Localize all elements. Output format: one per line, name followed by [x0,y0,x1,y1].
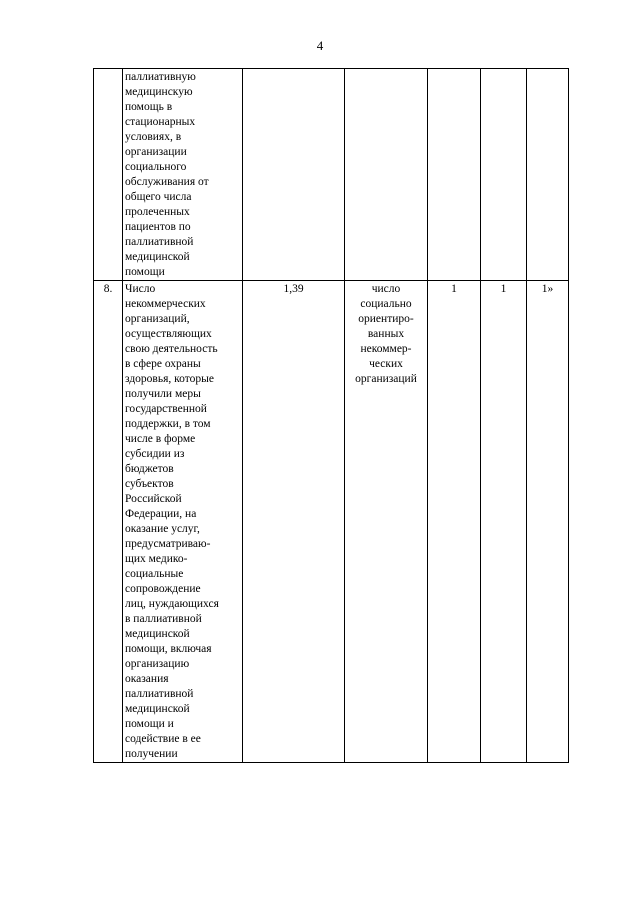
indicator-name-line: организацию [125,658,190,670]
indicator-name-line: общего числа [125,191,192,203]
table-row [94,69,569,281]
indicator-name-line: оказания [125,673,169,685]
indicator-name-line: содействие в ее [125,733,201,745]
indicator-name-line: Число [125,283,156,295]
indicator-name-line: паллиативную [125,71,196,83]
year-value-cell [428,69,481,281]
baseline-value-cell [243,69,345,281]
unit-line: ческих [369,358,403,370]
year-value-cell [481,69,527,281]
indicator-name-line: условиях, в [125,131,182,143]
indicator-name-line: предусматриваю- [125,538,211,550]
indicator-name-line: медицинской [125,628,190,640]
indicator-name-line: сопровождение [125,583,201,595]
indicator-name-cell [123,281,243,763]
document-table [93,68,569,763]
indicator-name-line: пролеченных [125,206,190,218]
indicator-name-line: помощи [125,266,165,278]
indicator-name-line: стационарных [125,116,196,128]
indicator-name-line: пациентов по [125,221,191,233]
indicator-name-line: медицинской [125,703,190,715]
indicator-name-line: организаций, [125,313,190,325]
unit-line: социально [360,298,412,310]
indicator-name-line: медицинской [125,251,190,263]
page-number: 4 [316,38,324,53]
indicator-name-line: медицинскую [125,86,193,98]
indicator-name-line: свою деятельность [125,343,218,355]
indicator-name-line: социального [125,161,187,173]
unit-cell [345,69,428,281]
unit-line: некоммер- [360,343,412,355]
indicator-name-line: паллиативной [125,236,194,248]
indicator-name-line: Федерации, на [125,508,197,520]
indicator-name-line: субсидии из [125,448,185,460]
unit-line: организаций [355,373,417,385]
baseline-value-cell: 1,39 [243,281,345,763]
year-value-cell: 1 [481,281,527,763]
indicator-name-line: осуществляющих [125,328,212,340]
unit-line: ориентиро- [358,313,414,325]
indicator-name-line: обслуживания от [125,176,209,188]
unit-line: ванных [367,328,405,340]
indicator-name-line: организации [125,146,187,158]
indicator-name-line: лиц, нуждающихся [125,598,219,610]
indicator-name-line: числе в форме [125,433,196,445]
indicator-name-line: щих медико- [125,553,188,565]
indicator-name-line: в паллиативной [125,613,202,625]
indicator-name-cell [123,69,243,281]
indicator-name-line: помощи, включая [125,643,212,655]
row-number-cell: 8. [94,281,123,763]
year-value-cell: 1 [428,281,481,763]
row-number-cell [94,69,123,281]
indicator-name-line: в сфере охраны [125,358,201,370]
year-value-cell [527,69,569,281]
table-row [94,281,569,763]
indicator-name-line: субъектов [125,478,174,490]
indicator-name-line: здоровья, которые [125,373,214,385]
indicator-name-line: получили меры [125,388,201,400]
indicator-name-line: получении [125,748,178,760]
unit-line: число [371,283,401,295]
indicator-name-line: помощь в [125,101,173,113]
indicator-name-line: паллиативной [125,688,194,700]
indicator-name-line: поддержки, в том [125,418,211,430]
indicator-name-line: бюджетов [125,463,174,475]
indicator-name-line: Российской [125,493,182,505]
indicator-name-line: социальные [125,568,184,580]
indicator-name-line: государственной [125,403,207,415]
indicator-name-line: некоммерческих [125,298,206,310]
indicator-name-line: оказание услуг, [125,523,200,535]
unit-cell [345,281,428,763]
indicator-name-line: помощи и [125,718,174,730]
year-value-cell: 1» [527,281,569,763]
